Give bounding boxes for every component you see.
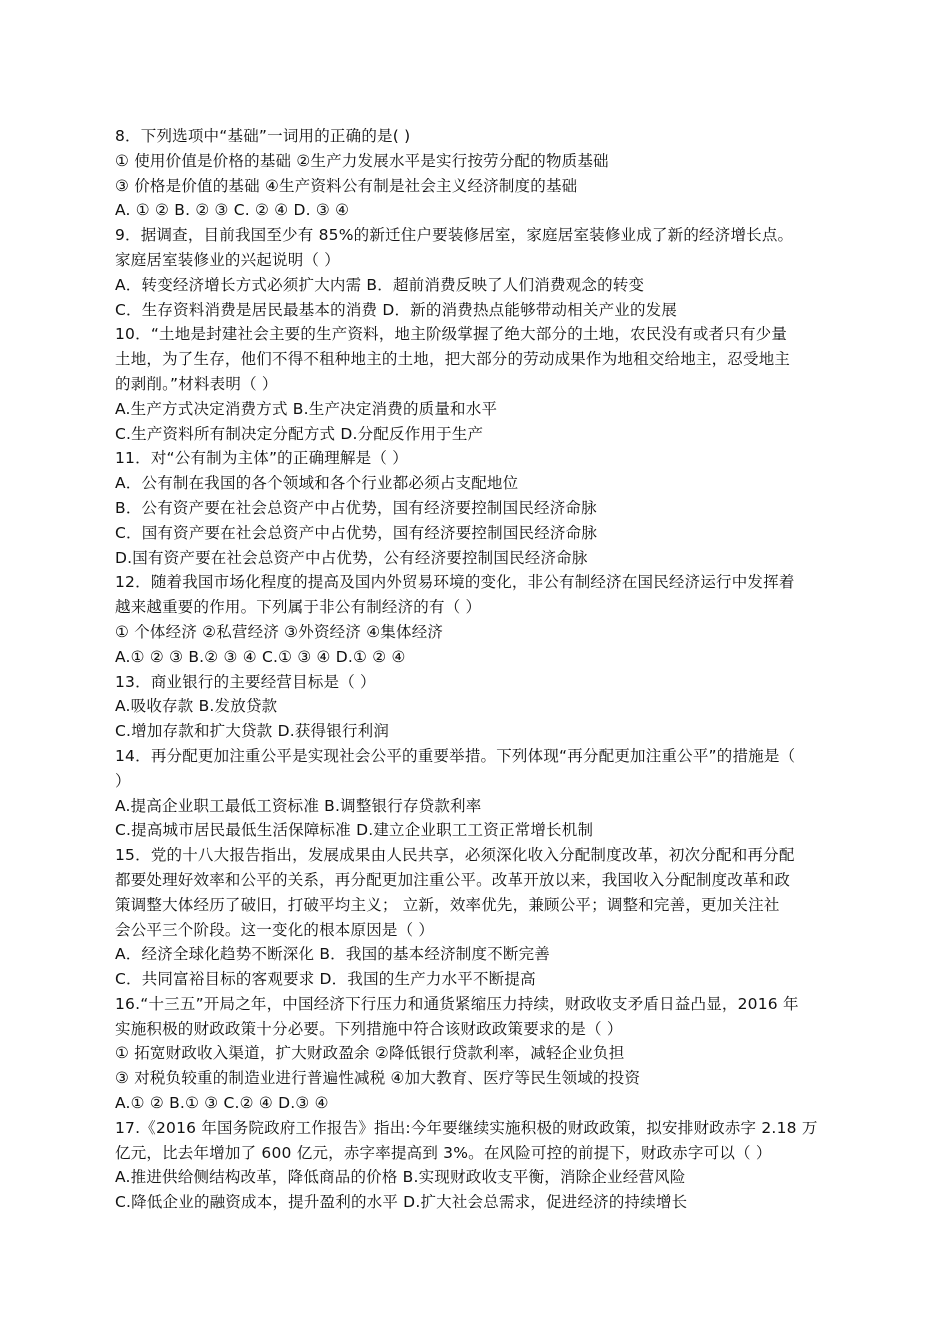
text-line-content: C.降低企业的融资成本，提升盈利的水平 D.扩大社会总需求，促进经济的持续增长 <box>115 1193 688 1212</box>
text-line <box>115 372 840 397</box>
text-line <box>115 124 840 149</box>
text-line-content: 的剥削。”材料表明（ ） <box>115 374 278 393</box>
text-line-content: A．公有制在我国的各个领域和各个行业都必须占支配地位 <box>115 474 519 493</box>
text-line-content: C．共同富裕目标的客观要求 D．我国的生产力水平不断提高 <box>115 970 536 989</box>
text-line <box>115 868 840 893</box>
text-line <box>115 645 840 670</box>
text-line-content: A．经济全球化趋势不断深化 B．我国的基本经济制度不断完善 <box>115 945 550 964</box>
text-line-content: A.生产方式决定消费方式 B.生产决定消费的质量和水平 <box>115 399 498 418</box>
text-line <box>115 967 840 992</box>
text-line-content: C.生产资料所有制决定分配方式 D.分配反作用于生产 <box>115 424 484 443</box>
text-line <box>115 694 840 719</box>
text-line-content: C.增加存款和扩大贷款 D.获得银行利润 <box>115 722 390 741</box>
text-line-content: ） <box>115 771 131 790</box>
text-line <box>115 1041 840 1066</box>
text-line <box>115 670 840 695</box>
text-line-content: C．国有资产要在社会总资产中占优势，国有经济要控制国民经济命脉 <box>115 523 598 542</box>
text-line-content: A.① ② B.① ③ C.② ④ D.③ ④ <box>115 1094 329 1113</box>
text-line-content: 12．随着我国市场化程度的提高及国内外贸易环境的变化，非公有制经济在国民经济运行中发挥着 <box>115 573 795 592</box>
text-line-content: 亿元，比去年增加了 600 亿元，赤字率提高到 3%。在风险可控的前提下，财政赤字可以（ ） <box>115 1143 772 1162</box>
text-line <box>115 273 840 298</box>
text-line <box>115 1165 840 1190</box>
text-line-content: 17.《2016 年国务院政府工作报告》指出:今年要继续实施积极的财政政策，拟安排财政赤字 2.18 万 <box>115 1118 818 1137</box>
text-line-content: 13．商业银行的主要经营目标是（ ） <box>115 672 376 691</box>
text-line-content: C．生存资料消费是居民最基本的消费 D．新的消费热点能够带动相关产业的发展 <box>115 300 678 319</box>
text-line <box>115 1116 840 1141</box>
text-line <box>115 174 840 199</box>
text-line-content: ① 个体经济 ②私营经济 ③外资经济 ④集体经济 <box>115 622 444 641</box>
text-line-content: 越来越重要的作用。下列属于非公有制经济的有（ ） <box>115 598 482 617</box>
text-line-content: 14．再分配更加注重公平是实现社会公平的重要举措。下列体现“再分配更加注重公平”的措施是（ <box>115 746 796 765</box>
text-line-content: 都要处理好效率和公平的关系，再分配更加注重公平。改革开放以来，我国收入分配制度改革和政 <box>115 870 791 889</box>
text-line <box>115 1141 840 1166</box>
text-line <box>115 422 840 447</box>
text-line-content: 9．据调查，目前我国至少有 85%的新迁住户要装修居室，家庭居室装修业成了新的经济增长点。 <box>115 226 794 245</box>
text-line <box>115 322 840 347</box>
text-line-content: 11．对“公有制为主体”的正确理解是（ ） <box>115 449 408 468</box>
text-line-content: A.① ② ③ B.② ③ ④ C.① ③ ④ D.① ② ④ <box>115 647 406 666</box>
text-line <box>115 918 840 943</box>
text-line <box>115 843 840 868</box>
text-line <box>115 570 840 595</box>
text-line-content: 15．党的十八大报告指出，发展成果由人民共享，必须深化收入分配制度改革，初次分配和再分配 <box>115 846 795 865</box>
text-line <box>115 298 840 323</box>
text-line-content: A．转变经济增长方式必须扩大内需 B．超前消费反映了人们消费观念的转变 <box>115 275 645 294</box>
text-line <box>115 595 840 620</box>
text-line <box>115 546 840 571</box>
text-line <box>115 397 840 422</box>
text-line <box>115 942 840 967</box>
text-line <box>115 347 840 372</box>
text-line <box>115 620 840 645</box>
text-line-content: D.国有资产要在社会总资产中占优势，公有经济要控制国民经济命脉 <box>115 548 588 567</box>
text-line-content: C.提高城市居民最低生活保障标准 D.建立企业职工工资正常增长机制 <box>115 821 594 840</box>
text-line-content: 实施积极的财政政策十分必要。下列措施中符合该财政政策要求的是（ ） <box>115 1019 623 1038</box>
text-line <box>115 893 840 918</box>
text-line <box>115 149 840 174</box>
text-line-content: B．公有资产要在社会总资产中占优势，国有经济要控制国民经济命脉 <box>115 498 597 517</box>
text-line <box>115 1017 840 1042</box>
text-line <box>115 471 840 496</box>
text-line <box>115 496 840 521</box>
text-line-content: 16.“十三五”开局之年，中国经济下行压力和通货紧缩压力持续，财政收支矛盾日益凸显，2016 年 <box>115 994 799 1013</box>
text-line <box>115 521 840 546</box>
text-line-content: A.提高企业职工最低工资标准 B.调整银行存贷款利率 <box>115 796 482 815</box>
text-line <box>115 744 840 769</box>
text-line-content: 家庭居室装修业的兴起说明（ ） <box>115 250 340 269</box>
text-line-content: ① 拓宽财政收入渠道，扩大财政盈余 ②降低银行贷款利率，减轻企业负担 <box>115 1044 625 1063</box>
text-line <box>115 223 840 248</box>
text-line-content: A.推进供给侧结构改革，降低商品的价格 B.实现财政收支平衡，消除企业经营风险 <box>115 1168 686 1187</box>
text-line-content: A. ① ② B. ② ③ C. ② ④ D. ③ ④ <box>115 201 350 220</box>
text-line <box>115 719 840 744</box>
text-line <box>115 1066 840 1091</box>
text-line <box>115 1091 840 1116</box>
text-line <box>115 818 840 843</box>
text-line <box>115 992 840 1017</box>
text-line <box>115 198 840 223</box>
text-line <box>115 769 840 794</box>
text-line <box>115 446 840 471</box>
text-line <box>115 1190 840 1215</box>
text-line-content: 土地，为了生存，他们不得不租种地主的土地，把大部分的劳动成果作为地租交给地主，忍受地主 <box>115 350 791 369</box>
text-line-content: 会公平三个阶段。这一变化的根本原因是（ ） <box>115 920 435 939</box>
text-line-content: 8．下列选项中“基础”一词用的正确的是( ) <box>115 127 411 145</box>
question-text <box>115 124 840 1215</box>
text-line <box>115 794 840 819</box>
text-line-content: A.吸收存款 B.发放贷款 <box>115 697 278 716</box>
text-line-content: ③ 价格是价值的基础 ④生产资料公有制是社会主义经济制度的基础 <box>115 176 578 195</box>
text-line-content: ③ 对税负较重的制造业进行普遍性减税 ④加大教育、医疗等民生领域的投资 <box>115 1069 641 1088</box>
text-line <box>115 248 840 273</box>
text-line-content: ① 使用价值是价格的基础 ②生产力发展水平是实行按劳分配的物质基础 <box>115 151 609 170</box>
text-line-content: 策调整大体经历了破旧，打破平均主义； 立新，效率优先，兼顾公平；调整和完善，更加关注社 <box>115 895 780 914</box>
text-line-content: 10．“土地是封建社会主要的生产资料，地主阶级掌握了绝大部分的土地，农民没有或者只有少量 <box>115 325 788 344</box>
